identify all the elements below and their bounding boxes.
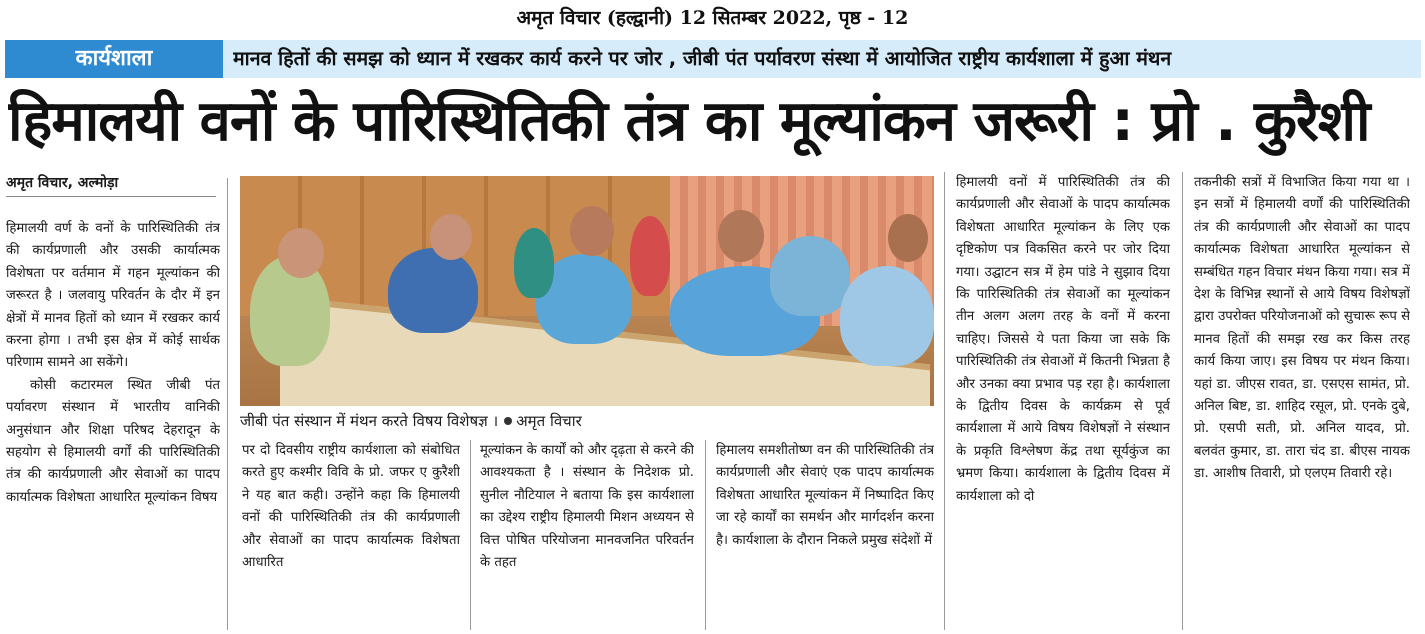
article-column-6 (1194, 172, 1410, 630)
photo-person (840, 266, 934, 366)
paragraph: हिमालयी वर्ण के वनों के पारिस्थितिकी तंत्र की कार्यप्रणाली और उसकी कार्यात्मक विशेषता पर वर्तमान में गहन मूल्यांकन की जरूरत है । जलवायु परिवर्तन के दौर में इन क्षेत्रों में मानव हितों को ध्यान में रखकर कार्य करना होगा । तभी इस क्षेत्र में कोई सार्थक परिणाम सामने आ सकेंगे। (6, 221, 220, 371)
photo-person (388, 248, 478, 333)
paragraph: हिमालय समशीतोष्ण वन की पारिस्थितिकी तंत्र कार्यप्रणाली और सेवाएं एक पादप कार्यात्मक विशेषता आधारित मूल्यांकन में निष्पादित किए जा रहे कार्यों का समर्थन और मार्गदर्शन करना है। कार्यशाला के दौरान निकले प्रमुख संदेशों में (716, 443, 934, 548)
sub-headline: मानव हितों की समझ को ध्यान में रखकर कार्य करने पर जोर , जीबी पंत पर्यावरण संस्था में आयोजित राष्ट्रीय कार्यशाला में हुआ मंथन (233, 47, 1172, 70)
photo-person (630, 216, 670, 296)
photo-caption (240, 408, 934, 434)
newspaper-masthead: अमृत विचार (हल्द्वानी) 12 सितम्बर 2022, पृष्ठ - 12 (516, 7, 909, 29)
photo-person (770, 236, 850, 316)
column-divider (470, 440, 471, 630)
paragraph: मूल्यांकन के कार्यों को और दृढ़ता से करने की आवश्यकता है । संस्थान के निदेशक प्रो. सुनील नौटियाल ने बताया कि इस कार्यशाला का उद्देश्य राष्ट्रीय हिमालयी मिशन अध्ययन से वित्त पोषित परियोजना मानवजनित परिवर्तन के तहत (480, 443, 694, 571)
photo-person (514, 228, 554, 298)
byline-rule (6, 196, 216, 197)
column-divider (227, 178, 228, 630)
article-column-1 (6, 218, 220, 630)
column-divider (944, 172, 945, 630)
category-tag: कार्यशाला (5, 40, 223, 78)
article-column-4 (716, 440, 934, 630)
photo-person-head (888, 214, 928, 262)
article-column-2 (242, 440, 460, 630)
article-column-3 (480, 440, 694, 630)
event-photo (240, 176, 934, 406)
column-divider (705, 440, 706, 630)
photo-person-head (718, 210, 764, 262)
caption-text: जीबी पंत संस्थान में मंथन करते विषय विशेषज्ञ । (240, 412, 499, 430)
main-headline: हिमालयी वनों के पारिस्थितिकी तंत्र का मूल्यांकन जरूरी : प्रो . कुरैशी (8, 89, 1370, 154)
paragraph: पर दो दिवसीय राष्ट्रीय कार्यशाला को संबोधित करते हुए कश्मीर विवि के प्रो. जफर ए कुरैशी ने यह बात कही। उन्होंने कहा कि हिमालयी वनों की पारिस्थितिकी तंत्र की कार्यप्रणाली और सेवाओं का पादप कार्यात्मक विशेषता आधारित (242, 443, 460, 571)
paragraph: हिमालयी वनों में पारिस्थितिकी तंत्र की कार्यप्रणाली और सेवाओं के पादप कार्यात्मक विशेषता आधारित मूल्यांकन के लिए एक दृष्टिकोण पत्र विकसित करने पर जोर दिया गया। उद्घाटन सत्र में हेम पांडे ने सुझाव दिया कि पारिस्थितिकी तंत्र सेवाओं का मूल्यांकन तीन अलग अलग तरह के वनों में करना चाहिए। जिससे ये पता किया जा सके कि पारिस्थितिकी तंत्र सेवाओं में कितनी भिन्नता है और उनका क्या प्रभाव पड़ रहा है। कार्यशाला के द्वितीय दिवस के कार्यक्रम से पूर्व कार्यशाला में आये विषय विशेषज्ञों ने संस्थान के प्रकृति विश्लेषण केंद्र तथा सूर्यकुंज का भ्रमण किया। कार्यशाला के द्वितीय दिवस में कार्यशाला को दो (956, 175, 1170, 504)
photo-person-head (278, 228, 324, 278)
photo-person-head (430, 214, 472, 260)
bullet-icon (504, 417, 512, 425)
column-divider (1182, 172, 1183, 630)
topic-strip (5, 40, 1421, 78)
paragraph: तकनीकी सत्रों में विभाजित किया गया था । इन सत्रों में हिमालयी वर्णों की पारिस्थितिकी तंत्र की कार्यप्रणाली और सेवाओं का पादप कार्यात्मक विशेषता आधारित मूल्यांकन से सम्बंधित गहन विचार मंथन किया गया। सत्र में देश के विभिन्न स्थानों से आये विषय विशेषज्ञों द्वारा उपरोक्त परियोजनाओं को सुचारू रूप से मानव हितों की समझ रख कर किस तरह कार्य किया जाए। इस विषय पर मंथन किया। यहां डा. जीएस रावत, डा. एसएस सामंत, प्रो. अनिल बिष्ट, डा. शाहिद रसूल, प्रो. एनके दुबे, प्रो. एसपी सती, प्रो. अनिल यादव, प्रो. बलवंत कुमार, डा. तारा चंद डा. बीएस नायक डा. आशीष तिवारी, प्रो एलएम तिवारी रहे। (1194, 175, 1410, 482)
byline: अमृत विचार, अल्मोड़ा (6, 175, 119, 191)
paragraph: कोसी कटारमल स्थित जीबी पंत पर्यावरण संस्थान में भारतीय वानिकी अनुसंधान और शिक्षा परिषद देहरादून के सहयोग से हिमालयी वर्गों की पारिस्थितिकी तंत्र की कार्यप्रणाली और सेवाओं का पादप कार्यात्मक विशेषता आधारित मूल्यांकन विषय (6, 377, 220, 505)
article-column-5 (956, 172, 1170, 630)
photo-person-head (570, 206, 614, 256)
photo-credit: अमृत विचार (516, 412, 582, 430)
